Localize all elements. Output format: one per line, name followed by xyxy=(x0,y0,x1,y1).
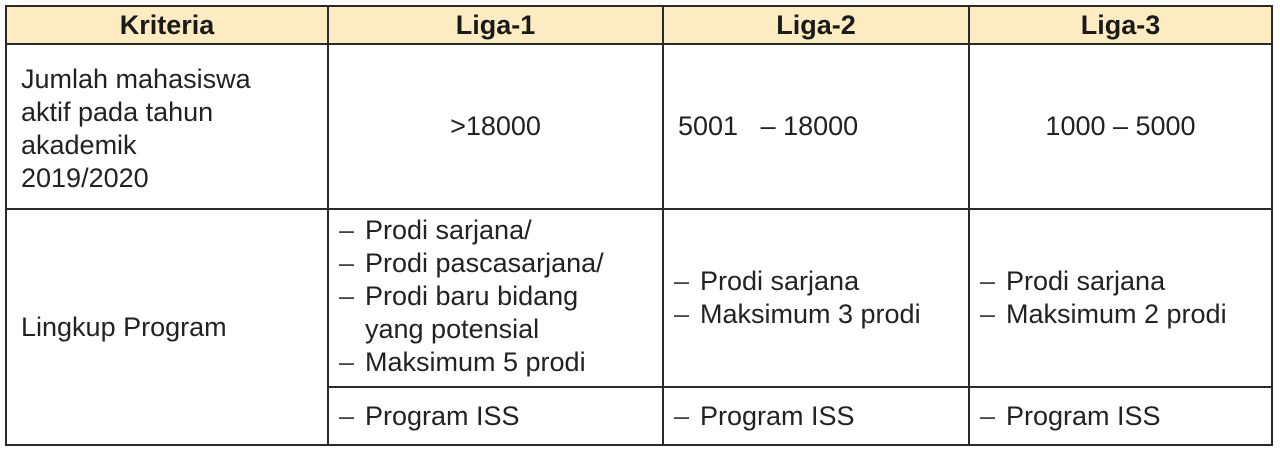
lingkup-liga-2-list xyxy=(670,265,921,331)
header-liga-1-label: Liga-1 xyxy=(455,9,536,40)
list-item: – Program ISS xyxy=(976,400,1161,433)
list-item: – Maksimum 5 prodi xyxy=(335,346,615,379)
list-item: – Prodi sarjana/ xyxy=(335,214,615,247)
iss-liga-3-list xyxy=(976,400,1161,433)
list-item: – Prodi sarjana xyxy=(976,265,1227,298)
iss-liga-1-list xyxy=(335,400,520,433)
header-liga-3 xyxy=(970,7,1271,45)
lingkup-liga-3-list xyxy=(976,265,1227,331)
header-liga-3-label: Liga-3 xyxy=(1080,9,1161,40)
list-item: – Maksimum 2 prodi xyxy=(976,298,1227,331)
mahasiswa-liga-2-value: 5001 – 18000 xyxy=(678,111,859,141)
label-line: aktif pada tahun xyxy=(21,97,214,127)
lingkup-liga-1-list xyxy=(335,214,615,386)
list-item: – Prodi baru bidang yang potensial xyxy=(335,280,615,346)
lingkup-liga-2 xyxy=(664,210,970,388)
row-mahasiswa-label xyxy=(7,45,329,210)
lingkup-liga-1 xyxy=(329,210,664,388)
mahasiswa-liga-1-value: >18000 xyxy=(450,111,541,141)
mahasiswa-liga-3 xyxy=(970,45,1271,210)
row-lingkup-label xyxy=(7,210,329,444)
mahasiswa-liga-1 xyxy=(329,45,664,210)
list-item: – Prodi sarjana xyxy=(670,265,921,298)
mahasiswa-label-text xyxy=(21,63,251,208)
header-liga-1 xyxy=(329,7,664,45)
label-line: Jumlah mahasiswa xyxy=(21,64,251,94)
iss-liga-2 xyxy=(664,388,970,444)
criteria-table xyxy=(5,5,1273,446)
list-item: – Prodi pascasarjana/ xyxy=(335,247,615,280)
list-item: – Program ISS xyxy=(335,400,520,433)
lingkup-label-text: Lingkup Program xyxy=(21,311,227,342)
iss-liga-2-list xyxy=(670,400,855,433)
header-liga-2-label: Liga-2 xyxy=(776,9,856,40)
label-line: 2019/2020 xyxy=(21,163,149,193)
label-line: akademik xyxy=(21,130,137,160)
iss-liga-1 xyxy=(329,388,664,444)
list-item: – Maksimum 3 prodi xyxy=(670,298,921,331)
header-kriteria-label: Kriteria xyxy=(119,9,215,40)
iss-liga-3 xyxy=(970,388,1271,444)
mahasiswa-liga-3-value: 1000 – 5000 xyxy=(1045,111,1196,141)
lingkup-liga-3 xyxy=(970,210,1271,388)
list-item: – Program ISS xyxy=(670,400,855,433)
header-liga-2 xyxy=(664,7,970,45)
header-kriteria xyxy=(7,7,329,45)
mahasiswa-liga-2 xyxy=(664,45,970,210)
